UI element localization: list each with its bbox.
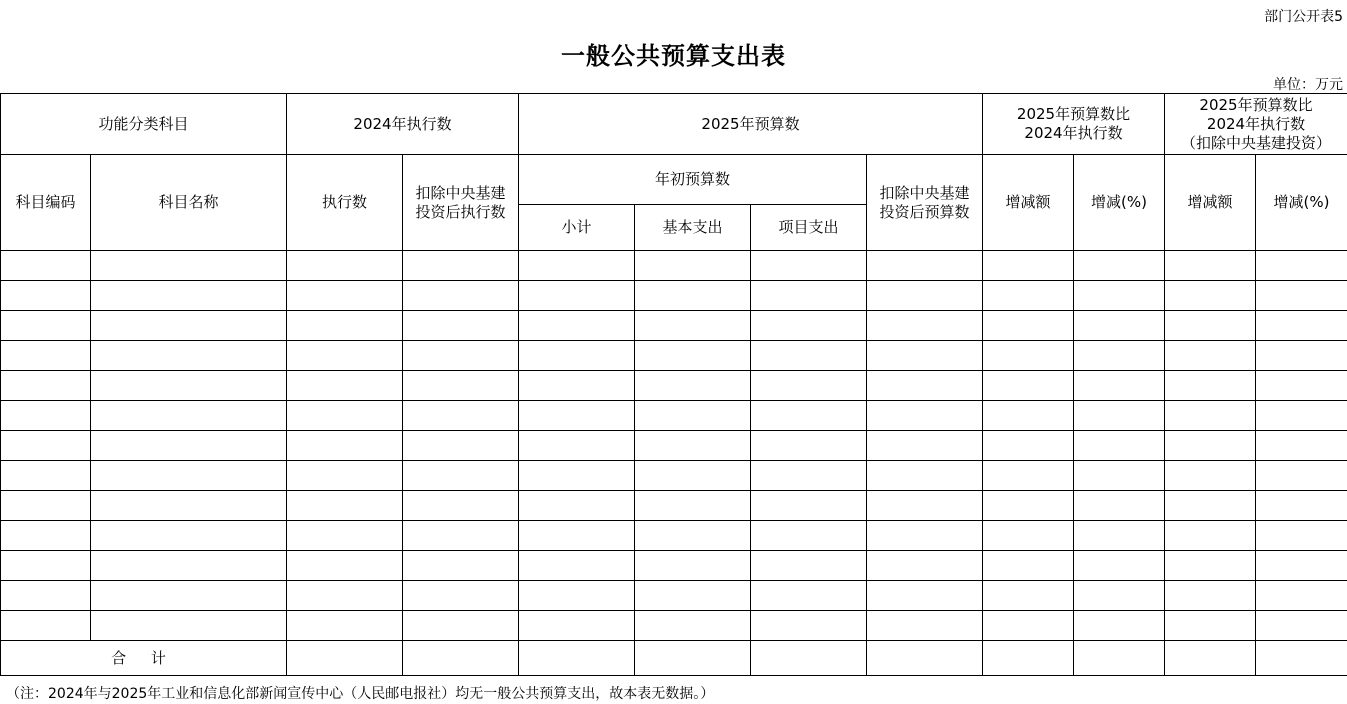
header-compare: 2025年预算数比 2024年执行数: [983, 94, 1165, 155]
table-row: [1, 281, 1347, 311]
header-function-category: 功能分类科目: [1, 94, 287, 155]
table-cell: [1074, 251, 1165, 281]
table-cell: [1, 611, 91, 641]
table-cell: [867, 491, 983, 521]
total-cell: [983, 641, 1074, 676]
table-cell: [403, 521, 519, 551]
table-cell: [867, 611, 983, 641]
table-cell: [91, 521, 287, 551]
table-cell: [1165, 611, 1256, 641]
table-cell: [91, 611, 287, 641]
table-cell: [751, 371, 867, 401]
table-cell: [91, 371, 287, 401]
table-cell: [287, 251, 403, 281]
table-cell: [983, 311, 1074, 341]
table-cell: [519, 461, 635, 491]
table-cell: [91, 281, 287, 311]
table-cell: [287, 371, 403, 401]
table-cell: [519, 491, 635, 521]
table-cell: [91, 551, 287, 581]
total-cell: [867, 641, 983, 676]
table-cell: [751, 521, 867, 551]
table-cell: [1074, 431, 1165, 461]
table-cell: [519, 401, 635, 431]
table-cell: [635, 461, 751, 491]
header-budget-excl: 扣除中央基建 投资后预算数: [867, 155, 983, 251]
table-cell: [983, 251, 1074, 281]
table-cell: [751, 281, 867, 311]
table-cell: [1, 431, 91, 461]
table-cell: [1, 581, 91, 611]
table-cell: [287, 461, 403, 491]
table-cell: [287, 431, 403, 461]
table-cell: [1256, 551, 1347, 581]
table-cell: [403, 491, 519, 521]
table-cell: [867, 551, 983, 581]
table-cell: [403, 311, 519, 341]
table-cell: [1256, 281, 1347, 311]
table-row: [1, 371, 1347, 401]
budget-table: [0, 93, 1347, 676]
table-cell: [751, 251, 867, 281]
header-initial-budget: 年初预算数: [519, 155, 867, 205]
table-cell: [1256, 431, 1347, 461]
table-cell: [1165, 461, 1256, 491]
table-cell: [1074, 491, 1165, 521]
table-cell: [867, 281, 983, 311]
table-cell: [751, 401, 867, 431]
table-row: [1, 251, 1347, 281]
table-cell: [1074, 401, 1165, 431]
table-cell: [635, 371, 751, 401]
table-cell: [1256, 521, 1347, 551]
table-cell: [287, 581, 403, 611]
table-cell: [1, 521, 91, 551]
table-cell: [1, 371, 91, 401]
header-project-expense: 项目支出: [751, 205, 867, 251]
table-cell: [519, 341, 635, 371]
table-cell: [91, 311, 287, 341]
table-cell: [983, 551, 1074, 581]
total-cell: [287, 641, 403, 676]
table-cell: [635, 611, 751, 641]
table-cell: [91, 491, 287, 521]
table-cell: [1074, 311, 1165, 341]
table-cell: [983, 611, 1074, 641]
table-cell: [751, 431, 867, 461]
table-cell: [1074, 341, 1165, 371]
table-cell: [983, 281, 1074, 311]
table-row: [1, 341, 1347, 371]
table-cell: [1256, 581, 1347, 611]
table-row: [1, 521, 1347, 551]
table-cell: [519, 431, 635, 461]
table-cell: [1256, 251, 1347, 281]
table-cell: [867, 311, 983, 341]
table-cell: [751, 461, 867, 491]
table-cell: [519, 281, 635, 311]
table-cell: [635, 401, 751, 431]
table-cell: [1165, 521, 1256, 551]
header-subject-name: 科目名称: [91, 155, 287, 251]
table-cell: [519, 251, 635, 281]
total-cell: [635, 641, 751, 676]
table-cell: [751, 311, 867, 341]
table-cell: [1, 311, 91, 341]
table-cell: [1256, 401, 1347, 431]
table-cell: [1165, 311, 1256, 341]
table-cell: [635, 251, 751, 281]
table-cell: [519, 611, 635, 641]
table-cell: [287, 311, 403, 341]
table-cell: [635, 581, 751, 611]
table-cell: [91, 581, 287, 611]
table-cell: [1, 491, 91, 521]
table-cell: [287, 401, 403, 431]
table-cell: [751, 491, 867, 521]
header-compare-excl: 2025年预算数比 2024年执行数 （扣除中央基建投资）: [1165, 94, 1347, 155]
total-cell: [1165, 641, 1256, 676]
table-cell: [983, 521, 1074, 551]
table-cell: [1256, 611, 1347, 641]
header-2025-budget: 2025年预算数: [519, 94, 983, 155]
table-cell: [1074, 521, 1165, 551]
table-cell: [1074, 281, 1165, 311]
table-cell: [1074, 611, 1165, 641]
table-row: [1, 491, 1347, 521]
table-cell: [1, 341, 91, 371]
header-change-amount-1: 增减额: [983, 155, 1074, 251]
header-basic-expense: 基本支出: [635, 205, 751, 251]
table-cell: [867, 461, 983, 491]
table-cell: [287, 551, 403, 581]
table-cell: [635, 521, 751, 551]
table-row: [1, 431, 1347, 461]
table-cell: [1165, 581, 1256, 611]
table-cell: [403, 551, 519, 581]
table-row: [1, 551, 1347, 581]
table-row: [1, 311, 1347, 341]
table-cell: [519, 551, 635, 581]
table-cell: [1, 281, 91, 311]
total-cell: [751, 641, 867, 676]
table-cell: [1165, 401, 1256, 431]
table-cell: [403, 281, 519, 311]
table-cell: [287, 491, 403, 521]
table-cell: [751, 581, 867, 611]
table-cell: [635, 431, 751, 461]
total-cell: [1256, 641, 1347, 676]
table-cell: [403, 581, 519, 611]
table-cell: [1256, 461, 1347, 491]
table-cell: [1165, 551, 1256, 581]
table-cell: [287, 521, 403, 551]
table-cell: [287, 611, 403, 641]
table-cell: [519, 371, 635, 401]
table-cell: [403, 401, 519, 431]
table-cell: [867, 431, 983, 461]
table-cell: [519, 521, 635, 551]
table-cell: [751, 551, 867, 581]
table-cell: [1165, 341, 1256, 371]
table-cell: [1165, 491, 1256, 521]
table-cell: [1256, 341, 1347, 371]
table-cell: [1165, 251, 1256, 281]
table-cell: [91, 431, 287, 461]
table-cell: [287, 341, 403, 371]
footnote: （注：2024年与2025年工业和信息化部新闻宣传中心（人民邮电报社）均无一般公共预算支出，故本表无数据。）: [6, 686, 715, 702]
table-cell: [403, 611, 519, 641]
table-cell: [867, 371, 983, 401]
table-row: [1, 461, 1347, 491]
total-label: 合 计: [1, 641, 287, 676]
header-row-1: [1, 94, 1347, 155]
header-change-amount-2: 增减额: [1165, 155, 1256, 251]
table-cell: [983, 371, 1074, 401]
unit-label: 单位：万元: [1273, 77, 1343, 93]
header-subject-code: 科目编码: [1, 155, 91, 251]
table-cell: [1, 401, 91, 431]
table-row: [1, 401, 1347, 431]
table-cell: [867, 251, 983, 281]
table-cell: [635, 341, 751, 371]
table-row: [1, 581, 1347, 611]
table-id-label: 部门公开表5: [1264, 9, 1343, 25]
table-cell: [867, 401, 983, 431]
table-cell: [519, 581, 635, 611]
table-body: [1, 94, 1347, 676]
table-row: [1, 611, 1347, 641]
header-change-pct-1: 增减(%): [1074, 155, 1165, 251]
table-cell: [1165, 371, 1256, 401]
table-cell: [403, 251, 519, 281]
table-cell: [983, 431, 1074, 461]
table-cell: [1074, 581, 1165, 611]
header-row-2: [1, 155, 1347, 205]
header-change-pct-2: 增减(%): [1256, 155, 1347, 251]
total-cell: [403, 641, 519, 676]
header-subtotal: 小计: [519, 205, 635, 251]
table-cell: [751, 341, 867, 371]
table-cell: [983, 461, 1074, 491]
table-cell: [91, 251, 287, 281]
table-cell: [403, 341, 519, 371]
table-cell: [519, 311, 635, 341]
table-cell: [1165, 431, 1256, 461]
table-cell: [1, 251, 91, 281]
table-cell: [867, 581, 983, 611]
header-2024-execution: 2024年执行数: [287, 94, 519, 155]
table-cell: [403, 371, 519, 401]
table-cell: [403, 461, 519, 491]
table-cell: [1256, 311, 1347, 341]
table-cell: [1074, 461, 1165, 491]
table-cell: [635, 491, 751, 521]
table-cell: [635, 281, 751, 311]
table-cell: [867, 341, 983, 371]
table-cell: [1, 461, 91, 491]
table-cell: [751, 611, 867, 641]
table-cell: [287, 281, 403, 311]
table-cell: [867, 521, 983, 551]
table-cell: [983, 491, 1074, 521]
table-cell: [91, 401, 287, 431]
table-cell: [403, 431, 519, 461]
table-cell: [91, 461, 287, 491]
table-cell: [1256, 371, 1347, 401]
table-cell: [91, 341, 287, 371]
header-exec: 执行数: [287, 155, 403, 251]
table-cell: [1074, 371, 1165, 401]
table-cell: [635, 311, 751, 341]
total-row: [1, 641, 1347, 676]
table-cell: [1256, 491, 1347, 521]
table-cell: [983, 581, 1074, 611]
table-cell: [983, 401, 1074, 431]
total-cell: [519, 641, 635, 676]
table-cell: [1, 551, 91, 581]
table-cell: [983, 341, 1074, 371]
table-cell: [1074, 551, 1165, 581]
table-cell: [635, 551, 751, 581]
page-title: 一般公共预算支出表: [561, 42, 786, 70]
table-cell: [1165, 281, 1256, 311]
header-exec-excl: 扣除中央基建 投资后执行数: [403, 155, 519, 251]
total-cell: [1074, 641, 1165, 676]
